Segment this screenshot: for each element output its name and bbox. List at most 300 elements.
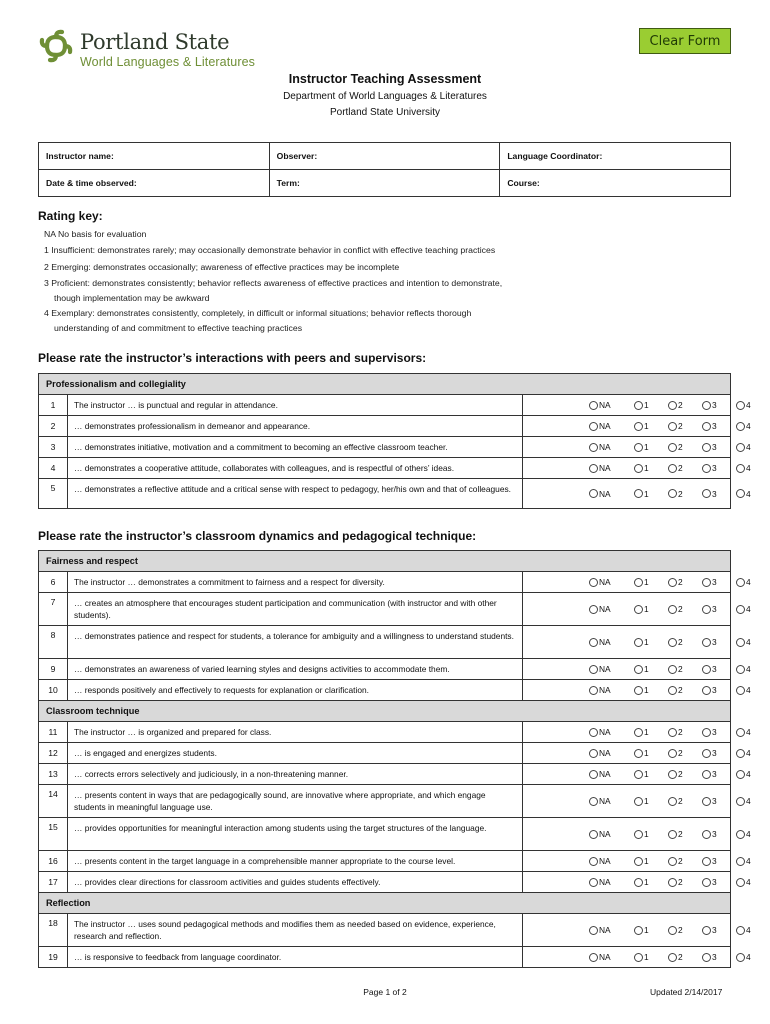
radio-circle-icon	[634, 878, 643, 887]
rating-radio-o2[interactable]	[668, 421, 683, 431]
radio-label: 2	[678, 488, 683, 499]
radio-label: 4	[746, 727, 751, 737]
item-statement: … demonstrates a reflective attitude and a critical sense with respect to pedagogy, her/his own and that of colleagues.	[68, 479, 523, 508]
radio-label: 2	[678, 577, 683, 587]
radio-circle-icon	[702, 578, 711, 587]
radio-circle-icon	[668, 401, 677, 410]
rating-radio-o4[interactable]	[736, 769, 751, 779]
rating-radio-na[interactable]	[589, 877, 611, 887]
item-number: 19	[39, 947, 68, 967]
rating-radio-o3[interactable]	[702, 796, 717, 806]
rating-radio-o2[interactable]	[668, 877, 683, 887]
rating-radio-na[interactable]	[589, 421, 611, 431]
radio-label: 2	[678, 685, 683, 695]
rating-radio-o3[interactable]	[702, 877, 717, 887]
radio-label: 2	[678, 748, 683, 758]
radio-label: 2	[678, 796, 683, 806]
rating-radio-o1[interactable]	[634, 442, 649, 452]
radio-circle-icon	[668, 770, 677, 779]
radio-label: 3	[712, 796, 717, 806]
radio-label: 4	[746, 421, 751, 431]
rating-radio-o3[interactable]	[702, 604, 717, 614]
rating-radio-na[interactable]	[589, 925, 611, 935]
rating-options	[523, 743, 751, 763]
radio-circle-icon	[634, 578, 643, 587]
rating-radio-na[interactable]	[589, 796, 611, 806]
radio-circle-icon	[702, 443, 711, 452]
rating-radio-o1[interactable]	[634, 400, 649, 410]
radio-circle-icon	[736, 605, 745, 614]
radio-circle-icon	[589, 830, 598, 839]
rating-radio-o1[interactable]	[634, 463, 649, 473]
item-number: 8	[39, 626, 68, 658]
radio-label: NA	[599, 400, 611, 410]
radio-label: 2	[678, 829, 683, 839]
radio-circle-icon	[589, 489, 598, 498]
radio-label: 4	[746, 442, 751, 452]
rating-radio-o3[interactable]	[702, 489, 717, 499]
radio-circle-icon	[668, 605, 677, 614]
item-statement: … creates an atmosphere that encourages student participation and communication (with instructor and with other students).	[68, 593, 523, 625]
rating-radio-o4[interactable]	[736, 463, 751, 473]
item-number: 18	[39, 914, 68, 946]
radio-circle-icon	[668, 878, 677, 887]
rating-radio-na[interactable]	[589, 463, 611, 473]
radio-label: 4	[746, 952, 751, 962]
rating-radio-o3[interactable]	[702, 748, 717, 758]
rating-radio-o2[interactable]	[668, 685, 683, 695]
rating-radio-o4[interactable]	[736, 877, 751, 887]
radio-label: 2	[678, 856, 683, 866]
rating-key-3-line1: 3 Proficient: demonstrates consistently; behavior reflects awareness of effective practices and intention to demonstrate,	[44, 278, 503, 288]
radio-circle-icon	[702, 797, 711, 806]
rating-radio-o1[interactable]	[634, 604, 649, 614]
rating-radio-na[interactable]	[589, 489, 611, 499]
rating-radio-o2[interactable]	[668, 856, 683, 866]
rating-radio-na[interactable]	[589, 577, 611, 587]
rating-options	[523, 722, 751, 742]
radio-label: 4	[746, 925, 751, 935]
item-statement: The instructor … demonstrates a commitment to fairness and a respect for diversity.	[68, 572, 523, 592]
rating-radio-o4[interactable]	[736, 829, 751, 839]
radio-label: 2	[678, 637, 683, 647]
rating-row	[39, 479, 751, 509]
rating-radio-o3[interactable]	[702, 829, 717, 839]
rating-radio-o4[interactable]	[736, 637, 751, 647]
radio-circle-icon	[702, 686, 711, 695]
radio-label: 2	[678, 877, 683, 887]
item-statement: … demonstrates initiative, motivation and a commitment to becoming an effective classroom teacher.	[68, 437, 523, 457]
item-number: 5	[39, 479, 68, 508]
radio-circle-icon	[634, 443, 643, 452]
radio-label: NA	[599, 829, 611, 839]
rating-radio-o3[interactable]	[702, 577, 717, 587]
rating-radio-na[interactable]	[589, 952, 611, 962]
rating-radio-o2[interactable]	[668, 748, 683, 758]
radio-circle-icon	[668, 953, 677, 962]
rating-row	[39, 722, 751, 743]
rating-radio-o4[interactable]	[736, 400, 751, 410]
rating-radio-o2[interactable]	[668, 727, 683, 737]
radio-circle-icon	[634, 728, 643, 737]
rating-radio-o1[interactable]	[634, 637, 649, 647]
page-number: Page 1 of 2	[363, 987, 407, 997]
radio-circle-icon	[736, 401, 745, 410]
rating-options	[523, 659, 751, 679]
rating-key-title: Rating key:	[38, 209, 103, 223]
radio-label: 3	[712, 664, 717, 674]
course-field[interactable]: Course:	[500, 170, 731, 197]
radio-label: 2	[678, 925, 683, 935]
radio-label: 1	[644, 829, 649, 839]
radio-circle-icon	[668, 830, 677, 839]
rating-options	[523, 764, 751, 784]
updated-date: Updated 2/14/2017	[650, 987, 723, 997]
item-number: 3	[39, 437, 68, 457]
radio-label: 1	[644, 769, 649, 779]
item-statement: … presents content in ways that are pedagogically sound, are innovative where appropriate, and which engage students in meaningful language use.	[68, 785, 523, 817]
rating-options	[523, 395, 751, 415]
rating-row	[39, 818, 751, 851]
rating-radio-o4[interactable]	[736, 856, 751, 866]
item-statement: … corrects errors selectively and judiciously, in a non-threatening manner.	[68, 764, 523, 784]
rating-radio-o4[interactable]	[736, 489, 751, 499]
radio-label: 2	[678, 952, 683, 962]
radio-circle-icon	[736, 926, 745, 935]
rating-radio-o3[interactable]	[702, 442, 717, 452]
rating-radio-o2[interactable]	[668, 577, 683, 587]
rating-radio-o4[interactable]	[736, 925, 751, 935]
radio-circle-icon	[736, 770, 745, 779]
rating-radio-o1[interactable]	[634, 952, 649, 962]
radio-label: 4	[746, 577, 751, 587]
rating-row	[39, 458, 751, 479]
rating-radio-o3[interactable]	[702, 952, 717, 962]
rating-radio-o4[interactable]	[736, 421, 751, 431]
radio-label: 1	[644, 400, 649, 410]
rating-row	[39, 572, 751, 593]
rating-options	[523, 914, 751, 946]
radio-label: 1	[644, 856, 649, 866]
radio-label: 2	[678, 664, 683, 674]
rating-radio-o2[interactable]	[668, 796, 683, 806]
item-number: 15	[39, 818, 68, 850]
rating-radio-o3[interactable]	[702, 421, 717, 431]
rating-options	[523, 479, 751, 508]
rating-radio-o3[interactable]	[702, 637, 717, 647]
group-header: Professionalism and collegiality	[39, 374, 730, 395]
rating-radio-o1[interactable]	[634, 421, 649, 431]
radio-circle-icon	[702, 605, 711, 614]
document-title: Instructor Teaching Assessment	[288, 72, 482, 86]
radio-label: 4	[746, 488, 751, 499]
rating-row	[39, 872, 751, 893]
radio-circle-icon	[634, 770, 643, 779]
rating-radio-o2[interactable]	[668, 664, 683, 674]
radio-circle-icon	[634, 489, 643, 498]
rating-radio-o4[interactable]	[736, 664, 751, 674]
rating-radio-o4[interactable]	[736, 577, 751, 587]
radio-circle-icon	[736, 953, 745, 962]
rating-radio-o1[interactable]	[634, 796, 649, 806]
rating-options	[523, 437, 751, 457]
rating-radio-o2[interactable]	[668, 925, 683, 935]
radio-circle-icon	[668, 728, 677, 737]
item-statement: … demonstrates professionalism in demeanor and appearance.	[68, 416, 523, 436]
rating-radio-o4[interactable]	[736, 748, 751, 758]
rating-options	[523, 818, 751, 850]
item-statement: … provides clear directions for classroom activities and guides students effectively.	[68, 872, 523, 892]
radio-label: 3	[712, 952, 717, 962]
section-1-title: Please rate the instructor’s interactions with peers and supervisors:	[38, 351, 427, 365]
radio-circle-icon	[736, 464, 745, 473]
radio-circle-icon	[668, 926, 677, 935]
radio-circle-icon	[668, 443, 677, 452]
rating-radio-o1[interactable]	[634, 856, 649, 866]
rating-radio-o1[interactable]	[634, 664, 649, 674]
rating-radio-na[interactable]	[589, 685, 611, 695]
item-number: 11	[39, 722, 68, 742]
item-statement: … provides opportunities for meaningful interaction among students using the target structures of the language.	[68, 818, 523, 850]
rating-key-4-line2: understanding of and commitment to effective teaching practices	[54, 323, 303, 333]
rating-radio-o2[interactable]	[668, 604, 683, 614]
radio-label: 2	[678, 463, 683, 473]
rating-options	[523, 947, 751, 967]
radio-circle-icon	[736, 749, 745, 758]
item-number: 13	[39, 764, 68, 784]
radio-label: NA	[599, 856, 611, 866]
radio-circle-icon	[589, 422, 598, 431]
rating-row	[39, 626, 751, 659]
rating-key-4-line1: 4 Exemplary: demonstrates consistently, completely, in difficult or informal situations; behavior reflects thorough	[44, 308, 472, 318]
radio-label: 1	[644, 637, 649, 647]
logo-subtitle: World Languages & Literatures	[80, 55, 255, 69]
group-fairness-technique-reflection	[38, 550, 751, 968]
rating-radio-o2[interactable]	[668, 769, 683, 779]
radio-circle-icon	[702, 728, 711, 737]
radio-circle-icon	[702, 878, 711, 887]
rating-radio-o4[interactable]	[736, 952, 751, 962]
rating-options	[523, 851, 751, 871]
radio-circle-icon	[589, 770, 598, 779]
radio-circle-icon	[668, 422, 677, 431]
rating-row	[39, 851, 751, 872]
radio-label: 3	[712, 604, 717, 614]
radio-label: 3	[712, 685, 717, 695]
rating-radio-o1[interactable]	[634, 877, 649, 887]
radio-label: NA	[599, 421, 611, 431]
rating-radio-o3[interactable]	[702, 664, 717, 674]
item-number: 9	[39, 659, 68, 679]
rating-options	[523, 458, 751, 478]
rating-radio-o3[interactable]	[702, 856, 717, 866]
rating-radio-o3[interactable]	[702, 463, 717, 473]
rating-row	[39, 395, 751, 416]
radio-circle-icon	[736, 830, 745, 839]
radio-circle-icon	[668, 464, 677, 473]
rating-radio-o1[interactable]	[634, 748, 649, 758]
radio-label: 4	[746, 796, 751, 806]
rating-radio-o2[interactable]	[668, 400, 683, 410]
rating-radio-o3[interactable]	[702, 727, 717, 737]
radio-label: 3	[712, 463, 717, 473]
radio-circle-icon	[736, 638, 745, 647]
rating-radio-na[interactable]	[589, 604, 611, 614]
rating-radio-o2[interactable]	[668, 637, 683, 647]
radio-label: 2	[678, 400, 683, 410]
rating-radio-na[interactable]	[589, 829, 611, 839]
rating-radio-na[interactable]	[589, 769, 611, 779]
observer-field[interactable]: Observer:	[269, 143, 500, 170]
radio-circle-icon	[736, 578, 745, 587]
instructor-name-field[interactable]: Instructor name:	[39, 143, 270, 170]
radio-circle-icon	[634, 857, 643, 866]
radio-circle-icon	[668, 686, 677, 695]
radio-circle-icon	[634, 665, 643, 674]
rating-radio-o1[interactable]	[634, 727, 649, 737]
radio-label: NA	[599, 952, 611, 962]
radio-label: 4	[746, 829, 751, 839]
item-number: 10	[39, 680, 68, 700]
rating-radio-o2[interactable]	[668, 952, 683, 962]
rating-radio-o2[interactable]	[668, 489, 683, 499]
radio-circle-icon	[634, 749, 643, 758]
rating-row	[39, 764, 751, 785]
department-name: Department of World Languages & Literatures	[283, 91, 487, 102]
rating-radio-o2[interactable]	[668, 442, 683, 452]
radio-circle-icon	[668, 489, 677, 498]
rating-radio-o4[interactable]	[736, 604, 751, 614]
item-number: 17	[39, 872, 68, 892]
item-statement: … demonstrates patience and respect for students, a tolerance for ambiguity and a willingness to understand students.	[68, 626, 523, 658]
rating-radio-o1[interactable]	[634, 577, 649, 587]
radio-circle-icon	[736, 878, 745, 887]
radio-label: NA	[599, 769, 611, 779]
rating-options	[523, 872, 751, 892]
radio-circle-icon	[736, 857, 745, 866]
rating-row	[39, 680, 751, 701]
radio-circle-icon	[634, 686, 643, 695]
radio-circle-icon	[702, 953, 711, 962]
radio-circle-icon	[702, 749, 711, 758]
rating-row	[39, 593, 751, 626]
radio-circle-icon	[702, 489, 711, 498]
rating-radio-o4[interactable]	[736, 685, 751, 695]
rating-row	[39, 743, 751, 764]
rating-radio-na[interactable]	[589, 400, 611, 410]
radio-circle-icon	[634, 953, 643, 962]
rating-radio-na[interactable]	[589, 727, 611, 737]
rating-radio-o1[interactable]	[634, 489, 649, 499]
rating-radio-o2[interactable]	[668, 463, 683, 473]
radio-circle-icon	[736, 797, 745, 806]
radio-circle-icon	[589, 686, 598, 695]
radio-circle-icon	[702, 830, 711, 839]
rating-radio-o3[interactable]	[702, 769, 717, 779]
radio-label: 1	[644, 952, 649, 962]
item-statement: The instructor … is organized and prepared for class.	[68, 722, 523, 742]
rating-radio-na[interactable]	[589, 748, 611, 758]
radio-label: 3	[712, 442, 717, 452]
rating-radio-o2[interactable]	[668, 829, 683, 839]
rating-radio-o3[interactable]	[702, 685, 717, 695]
radio-circle-icon	[589, 728, 598, 737]
group-header: Reflection	[39, 893, 730, 914]
radio-label: NA	[599, 685, 611, 695]
radio-circle-icon	[668, 638, 677, 647]
radio-label: NA	[599, 727, 611, 737]
radio-circle-icon	[634, 464, 643, 473]
rating-radio-na[interactable]	[589, 637, 611, 647]
radio-label: 1	[644, 727, 649, 737]
radio-circle-icon	[668, 797, 677, 806]
rating-radio-o1[interactable]	[634, 925, 649, 935]
radio-circle-icon	[702, 665, 711, 674]
rating-radio-o1[interactable]	[634, 685, 649, 695]
rating-key-3-line2: though implementation may be awkward	[54, 293, 210, 303]
radio-label: 3	[712, 925, 717, 935]
clear-form-button[interactable]: Clear Form	[639, 28, 731, 54]
rating-radio-o4[interactable]	[736, 796, 751, 806]
radio-label: 2	[678, 442, 683, 452]
radio-circle-icon	[589, 878, 598, 887]
radio-circle-icon	[668, 857, 677, 866]
logo-icon	[38, 28, 74, 64]
radio-label: 1	[644, 796, 649, 806]
radio-circle-icon	[589, 605, 598, 614]
radio-label: 1	[644, 488, 649, 499]
coordinator-field[interactable]: Language Coordinator:	[500, 143, 731, 170]
radio-label: 2	[678, 769, 683, 779]
radio-circle-icon	[589, 443, 598, 452]
term-field[interactable]: Term:	[269, 170, 500, 197]
radio-circle-icon	[702, 770, 711, 779]
radio-circle-icon	[589, 749, 598, 758]
rating-row	[39, 659, 751, 680]
rating-radio-o1[interactable]	[634, 769, 649, 779]
radio-label: NA	[599, 664, 611, 674]
rating-radio-o3[interactable]	[702, 925, 717, 935]
group-header: Classroom technique	[39, 701, 730, 722]
rating-key-na: NA No basis for evaluation	[44, 229, 147, 239]
radio-circle-icon	[589, 638, 598, 647]
radio-label: NA	[599, 748, 611, 758]
rating-radio-o1[interactable]	[634, 829, 649, 839]
radio-circle-icon	[668, 665, 677, 674]
date-time-field[interactable]: Date & time observed:	[39, 170, 270, 197]
rating-radio-o3[interactable]	[702, 400, 717, 410]
rating-radio-na[interactable]	[589, 442, 611, 452]
rating-row	[39, 914, 751, 947]
radio-circle-icon	[668, 578, 677, 587]
radio-label: 4	[746, 748, 751, 758]
item-statement: The instructor … uses sound pedagogical methods and modifies them as needed based on evidence, experience, research and reflection.	[68, 914, 523, 946]
radio-circle-icon	[589, 578, 598, 587]
radio-label: 4	[746, 856, 751, 866]
radio-label: NA	[599, 488, 611, 499]
rating-key-1: 1 Insufficient: demonstrates rarely; may occasionally demonstrate behavior in conflict with effective teaching practices	[44, 245, 496, 255]
rating-options	[523, 572, 751, 592]
radio-circle-icon	[589, 401, 598, 410]
radio-circle-icon	[736, 443, 745, 452]
rating-radio-na[interactable]	[589, 856, 611, 866]
rating-radio-o4[interactable]	[736, 442, 751, 452]
item-number: 7	[39, 593, 68, 625]
rating-radio-o4[interactable]	[736, 727, 751, 737]
radio-label: 3	[712, 877, 717, 887]
rating-options	[523, 626, 751, 658]
rating-radio-na[interactable]	[589, 664, 611, 674]
